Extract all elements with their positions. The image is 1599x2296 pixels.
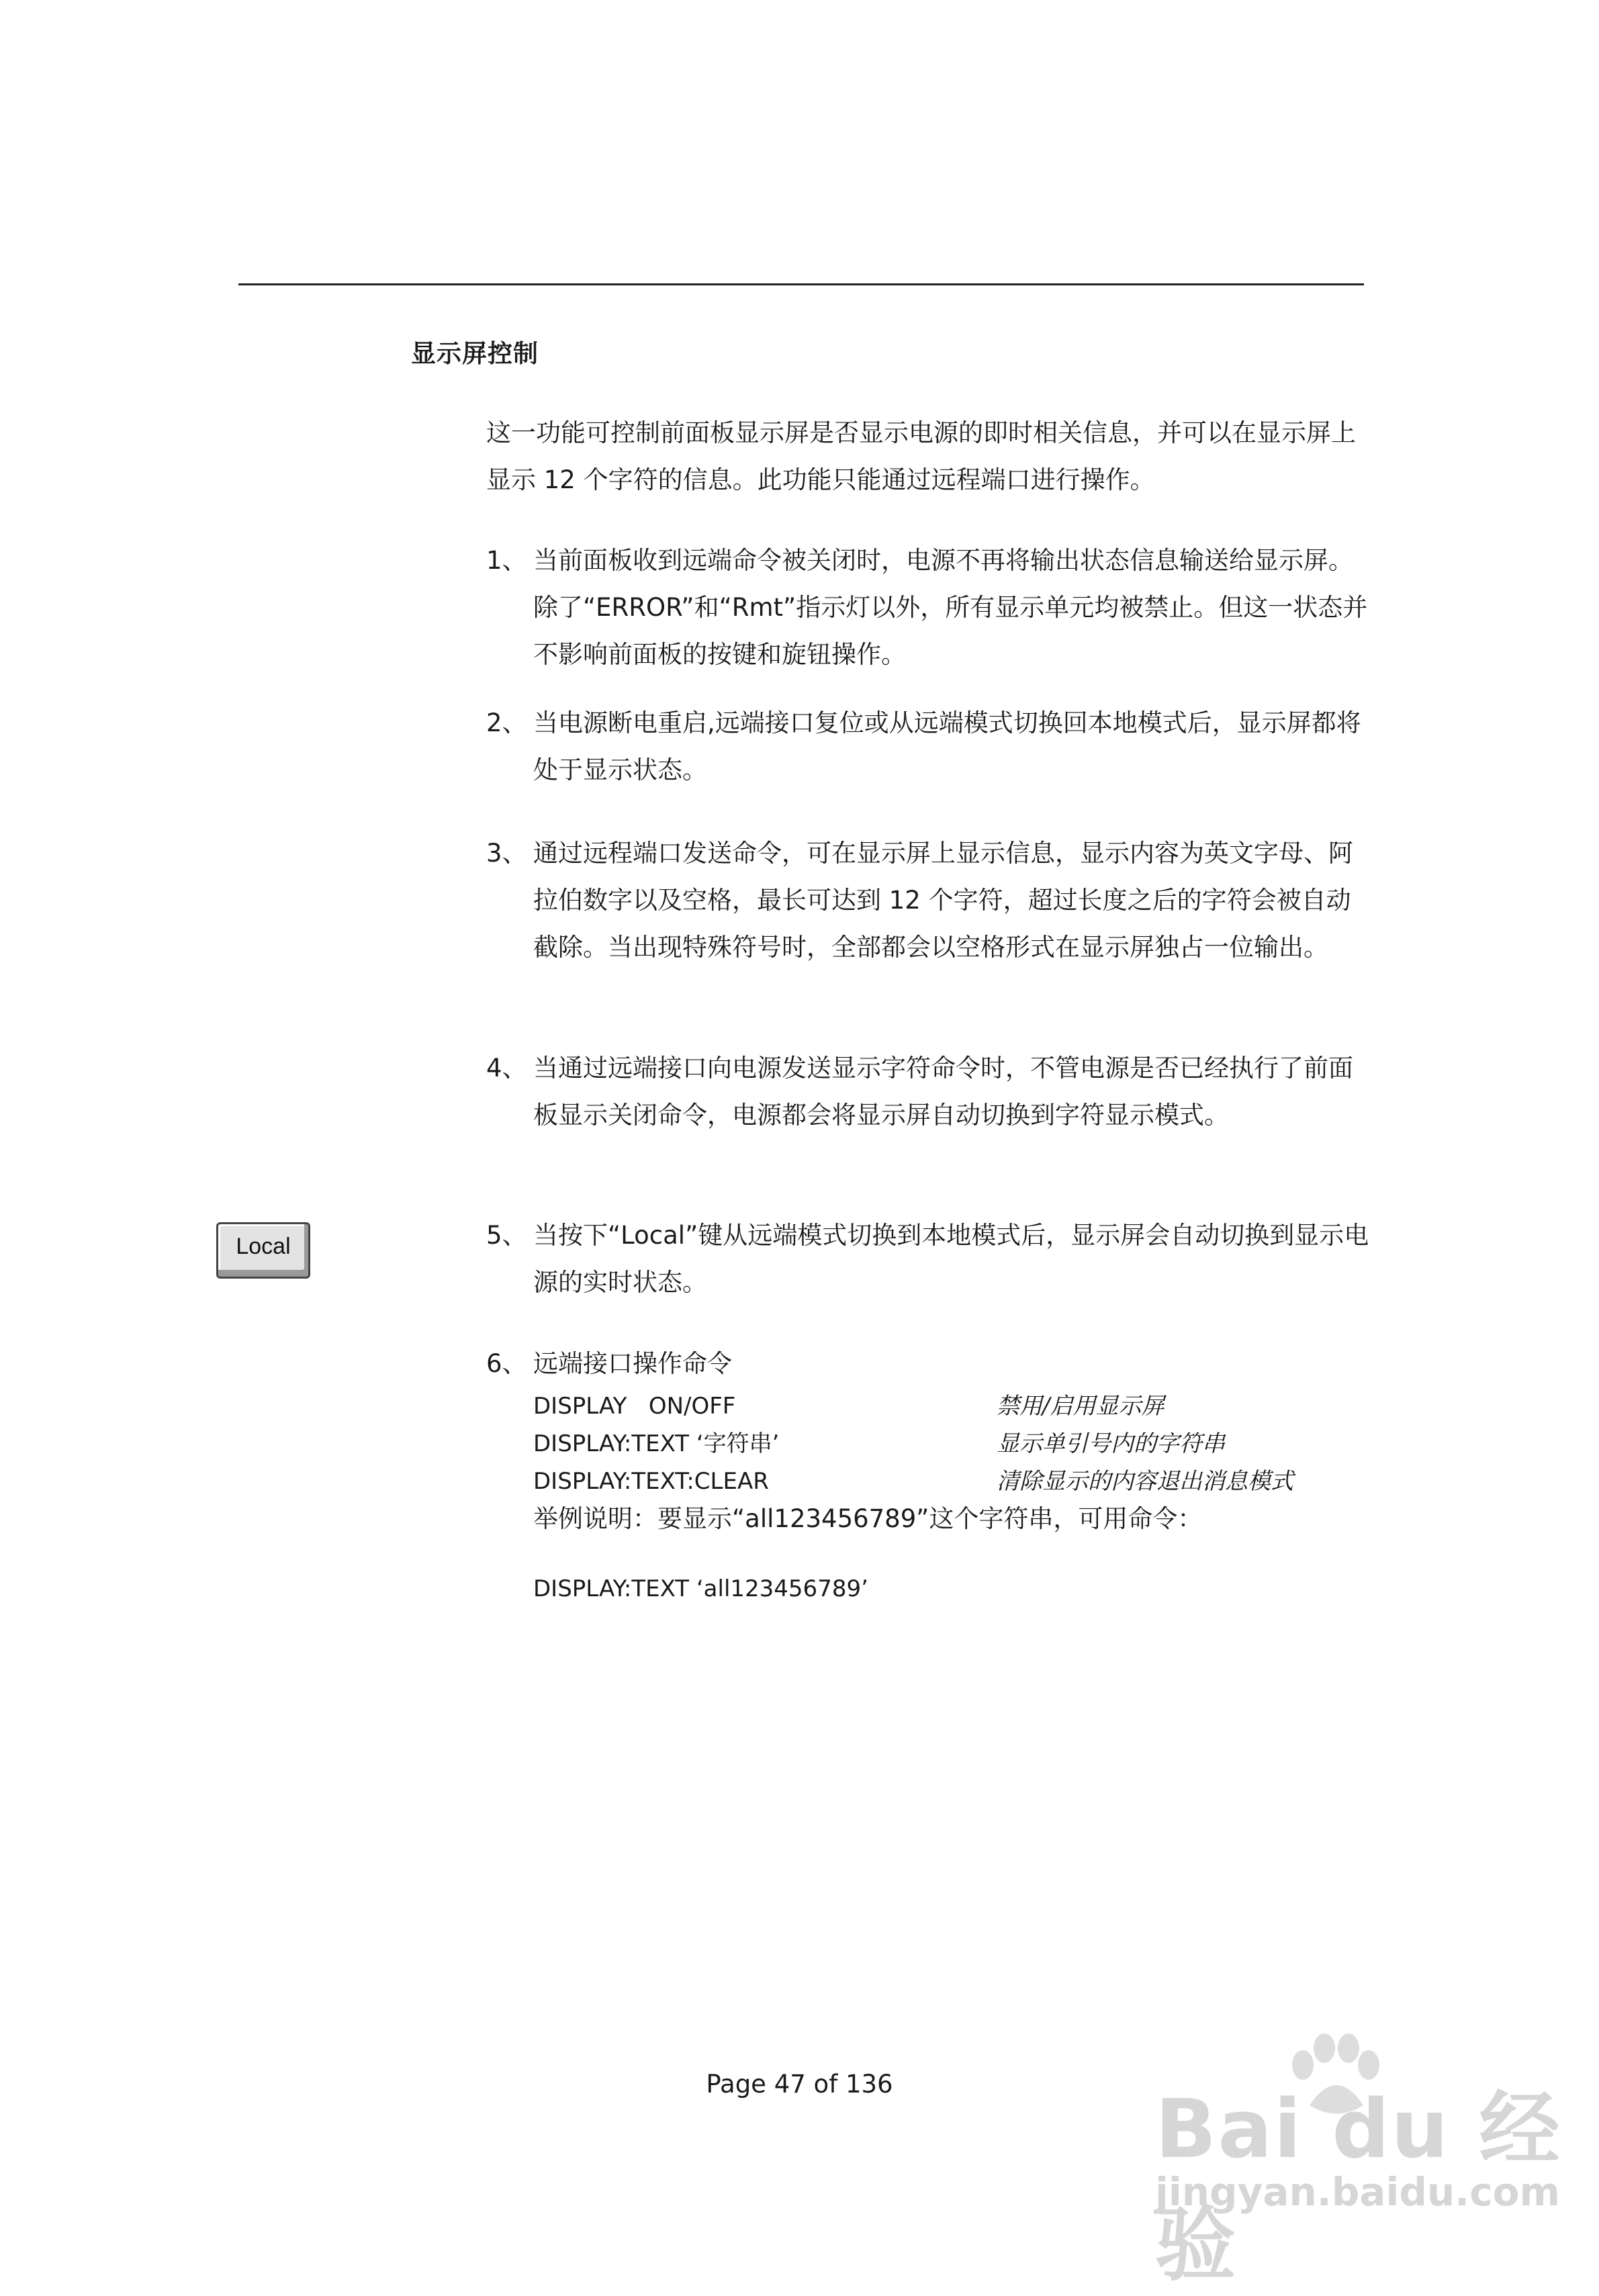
item-text: 远端接口操作命令 [533, 1349, 732, 1378]
command-block [533, 1387, 1373, 1608]
list-item-3 [486, 830, 1373, 971]
list-item-6 [486, 1340, 1373, 1608]
command-text: DISPLAY:TEXT:CLEAR [533, 1468, 769, 1495]
watermark-logo: Bai du 经验 [1155, 2083, 1561, 2292]
item-text: 通过远程端口发送命令，可在显示屏上显示信息，显示内容为英文字母、阿拉伯数字以及空格，最长可达到 12 个字符，超过长度之后的字符会被自动截除。当出现特殊符号时，全部都会以空格形式在显示屏独占一位输出。 [533, 839, 1353, 962]
example-command: DISPLAY:TEXT ‘all123456789’ [533, 1575, 868, 1602]
intro-paragraph: 这一功能可控制前面板显示屏是否显示电源的即时相关信息，并可以在显示屏上显示 12 个字符的信息。此功能只能通过远程端口进行操作。 [486, 418, 1356, 494]
item-text: 当通过远端接口向电源发送显示字符命令时，不管电源是否已经执行了前面板显示关闭命令，电源都会将显示屏自动切换到字符显示模式。 [533, 1054, 1353, 1130]
local-key-label: Local [236, 1234, 291, 1259]
item-text: 当按下“Local”键从远端模式切换到本地模式后，显示屏会自动切换到显示电源的实时状态。 [533, 1221, 1369, 1297]
list-item-4 [486, 1045, 1373, 1139]
item-number: 3、 [486, 839, 527, 868]
list-item-5 [486, 1212, 1373, 1306]
item-number: 2、 [486, 708, 527, 737]
item-number: 5、 [486, 1221, 527, 1250]
section-heading: 显示屏控制 [411, 339, 539, 368]
baidu-watermark [1155, 2028, 1565, 2292]
item-text: 当前面板收到远端命令被关闭时，电源不再将输出状态信息输送给显示屏。除了“ERROR”和“Rmt”指示灯以外，所有显示单元均被禁止。但这一状态并不影响前面板的按键和旋钮操作。 [533, 546, 1368, 669]
item-number: 4、 [486, 1054, 527, 1083]
command-row [533, 1463, 1373, 1500]
command-text: DISPLAY ON/OFF [533, 1393, 736, 1420]
list-item-1 [486, 537, 1373, 678]
command-text: DISPLAY:TEXT ‘字符串’ [533, 1430, 780, 1457]
command-description: 禁用/启用显示屏 [997, 1393, 1164, 1420]
item-number: 1、 [486, 546, 527, 575]
item-number: 6、 [486, 1349, 527, 1378]
local-key-icon [216, 1222, 310, 1279]
page-number: Page 47 of 136 [706, 2070, 893, 2099]
item-text: 当电源断电重启,远端接口复位或从远端模式切换回本地模式后，显示屏都将处于显示状态。 [533, 708, 1361, 784]
command-description: 清除显示的内容退出消息模式 [997, 1468, 1293, 1495]
command-description: 显示单引号内的字符串 [997, 1430, 1225, 1457]
command-row [533, 1425, 1373, 1463]
header-rule [238, 283, 1364, 285]
list-item-2 [486, 700, 1373, 794]
command-row [533, 1387, 1373, 1425]
watermark-url: jingyan.baidu.com [1155, 2169, 1560, 2215]
example-text: 举例说明：要显示“all123456789”这个字符串，可用命令： [533, 1504, 1203, 1533]
